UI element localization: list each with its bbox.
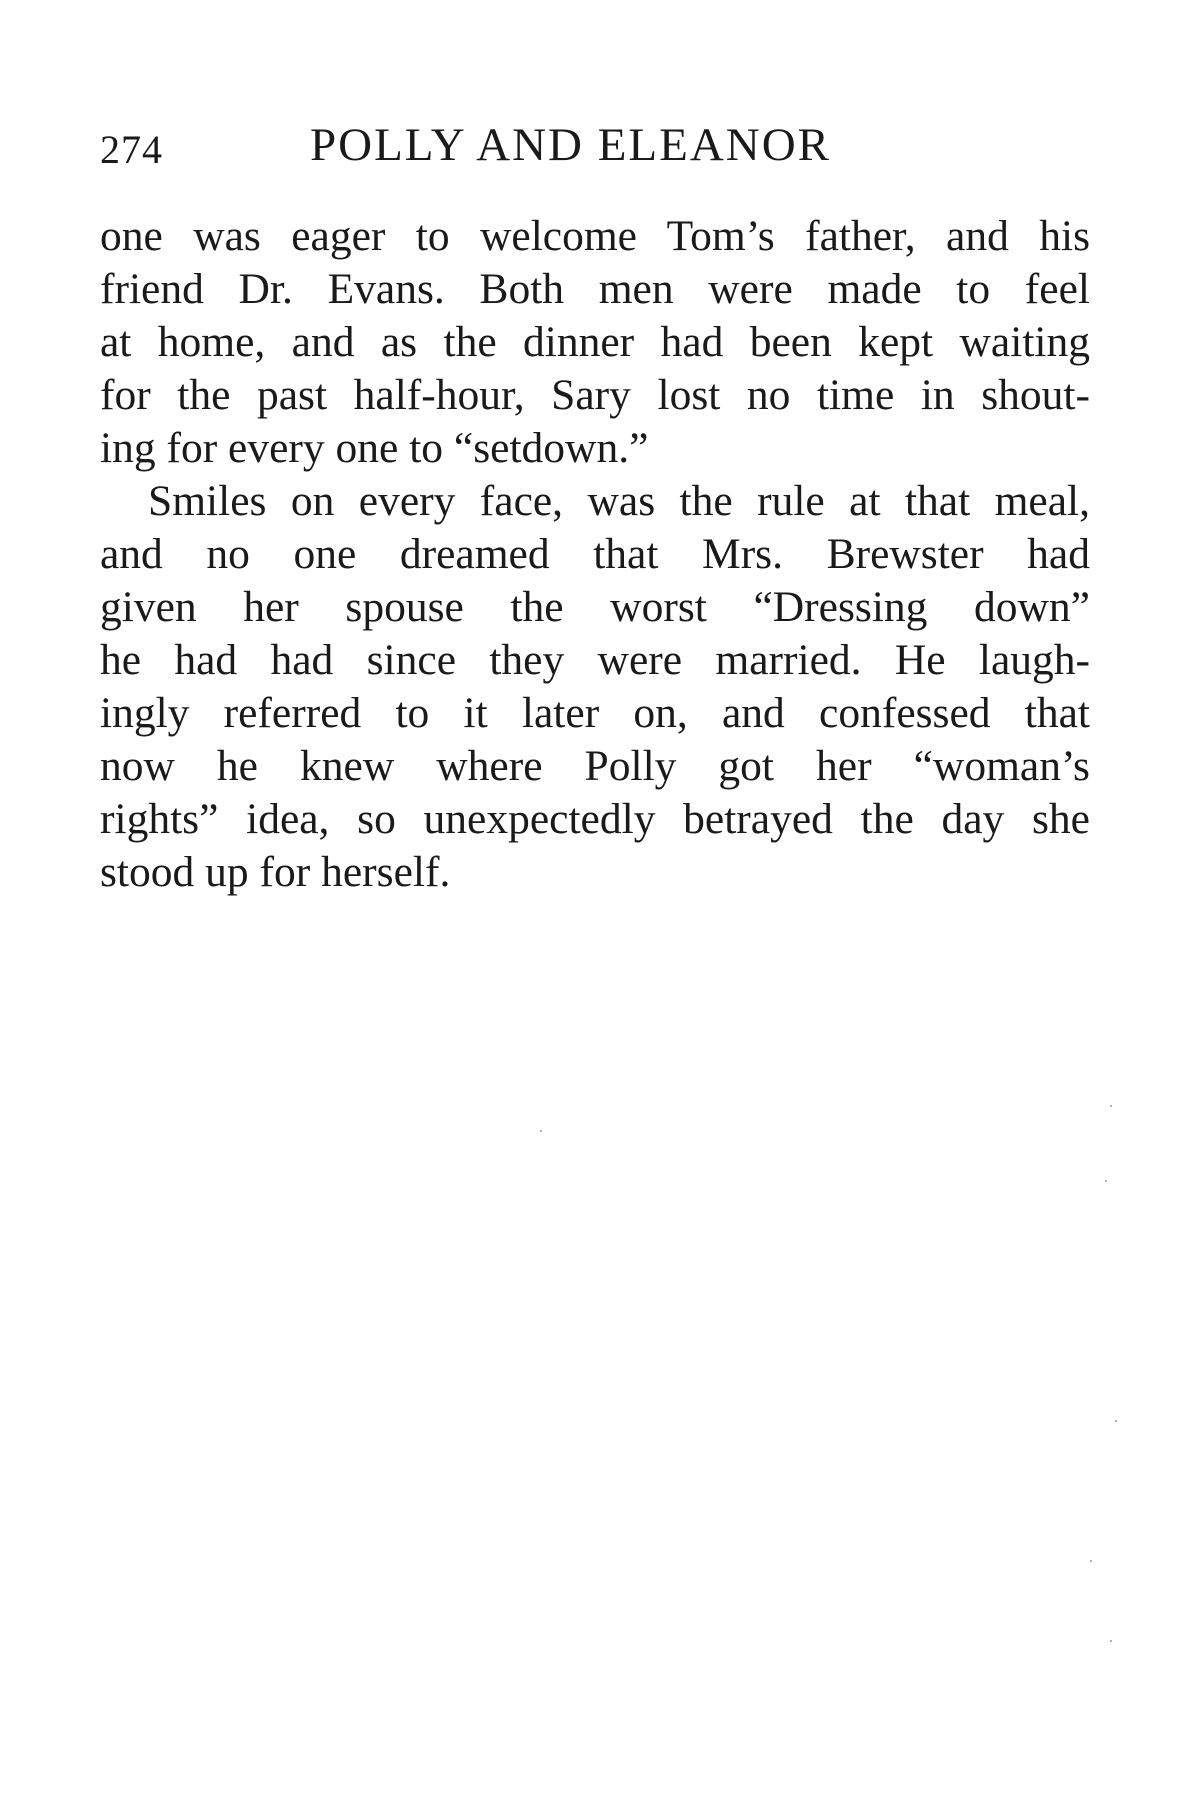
text-line: one was eager to welcome Tom’s father, and his bbox=[100, 212, 1090, 260]
text-line: at home, and as the dinner had been kept waiting bbox=[100, 318, 1090, 366]
page-number: 274 bbox=[100, 127, 163, 172]
paper-speck bbox=[540, 1130, 542, 1132]
paper-speck bbox=[1110, 1105, 1112, 1107]
paragraph-1 bbox=[100, 210, 1090, 475]
text-line: he had had since they were married. He laugh- bbox=[100, 636, 1090, 684]
text-line: stood up for herself. bbox=[100, 848, 451, 896]
text-line: for the past half-hour, Sary lost no time in shout- bbox=[100, 371, 1090, 419]
text-line: ingly referred to it later on, and confessed that bbox=[100, 689, 1090, 737]
paper-speck bbox=[1105, 1180, 1107, 1182]
running-title: POLLY AND ELEANOR bbox=[310, 119, 832, 171]
text-line: rights” idea, so unexpectedly betrayed the day she bbox=[100, 795, 1090, 843]
text-line: ing for every one to “setdown.” bbox=[100, 424, 649, 472]
paper-speck bbox=[1090, 1560, 1092, 1562]
paper-speck bbox=[1115, 1420, 1117, 1422]
text-line: friend Dr. Evans. Both men were made to feel bbox=[100, 265, 1090, 313]
text-line: Smiles on every face, was the rule at that meal, bbox=[148, 477, 1090, 525]
running-head bbox=[100, 118, 1090, 178]
paragraph-2 bbox=[100, 475, 1090, 899]
body-text bbox=[100, 210, 1090, 899]
text-line: now he knew where Polly got her “woman’s bbox=[100, 742, 1090, 790]
text-line: and no one dreamed that Mrs. Brewster had bbox=[100, 530, 1090, 578]
paper-speck bbox=[1110, 1640, 1112, 1642]
text-line: given her spouse the worst “Dressing down” bbox=[100, 583, 1090, 631]
